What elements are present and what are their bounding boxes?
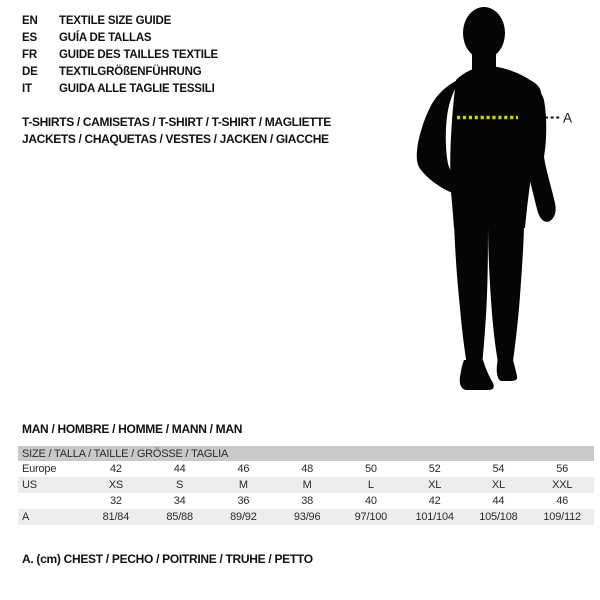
lang-row-en: [22, 13, 218, 30]
size-cell: 46: [237, 463, 250, 475]
section-title-man: MAN / HOMBRE / HOMME / MANN / MAN: [22, 422, 243, 436]
size-cell: S: [176, 479, 184, 491]
size-cell: 93/96: [293, 511, 321, 523]
size-cell: 32: [109, 495, 122, 507]
table-row-us: [18, 477, 594, 493]
size-cell: 89/92: [230, 511, 257, 523]
category-lines: [22, 114, 331, 148]
size-cell: 52: [428, 463, 441, 475]
lang-code: ES: [22, 32, 37, 44]
table-row-europe: [18, 461, 594, 477]
size-cell: 42: [428, 495, 441, 507]
size-cell: 40: [364, 495, 377, 507]
size-cell: 38: [301, 495, 314, 507]
size-cell: 54: [492, 463, 505, 475]
lang-code: EN: [22, 15, 38, 27]
category-line-jackets: JACKETS / CHAQUETAS / VESTES / JACKEN / GIACCHE: [22, 132, 329, 146]
size-cell: 42: [109, 463, 122, 475]
size-cell: XXL: [552, 479, 573, 491]
size-cell: 46: [556, 495, 569, 507]
size-cell: XS: [108, 479, 124, 491]
category-line-tshirts: T-SHIRTS / CAMISETAS / T-SHIRT / T-SHIRT / MAGLIETTE: [22, 115, 331, 129]
row-label: US: [22, 479, 37, 491]
lang-row-fr: [22, 47, 218, 64]
lang-label: GUIDE DES TAILLES TEXTILE: [59, 49, 218, 61]
lang-code: FR: [22, 49, 37, 61]
size-cell: M: [302, 479, 312, 491]
size-cell: 97/100: [354, 511, 388, 523]
lang-row-es: [22, 30, 218, 47]
size-cell: 50: [364, 463, 377, 475]
lang-row-de: [22, 64, 218, 81]
size-table-header-row: [18, 446, 594, 461]
man-silhouette: [417, 7, 556, 390]
size-cell: XL: [428, 479, 442, 491]
table-row-chest-a: [18, 509, 594, 525]
size-cell: 44: [173, 463, 186, 475]
size-cell: 101/104: [415, 511, 454, 523]
lang-row-it: [22, 81, 218, 98]
size-cell: 44: [492, 495, 505, 507]
footnote-chest: A. (cm) CHEST / PECHO / POITRINE / TRUHE / PETTO: [22, 552, 313, 566]
size-cell: 81/84: [102, 511, 130, 523]
size-cell: XL: [491, 479, 505, 491]
table-row-numeric: [18, 493, 594, 509]
row-label: [18, 493, 84, 509]
language-list: [22, 13, 218, 98]
row-label: Europe: [22, 463, 57, 475]
measure-label-a: A: [563, 110, 573, 126]
row-label: A: [22, 511, 30, 523]
lang-label: TEXTILE SIZE GUIDE: [59, 15, 172, 27]
figure-area: [400, 0, 585, 400]
size-cell: L: [367, 479, 374, 491]
size-cell: M: [238, 479, 248, 491]
lang-label: GUÍA DE TALLAS: [59, 32, 152, 44]
size-cell: 109/112: [543, 511, 581, 523]
lang-code: DE: [22, 66, 38, 78]
size-cell: 48: [301, 463, 314, 475]
size-table: [18, 446, 594, 525]
size-cell: 34: [173, 495, 186, 507]
size-cell: 56: [556, 463, 569, 475]
lang-code: IT: [22, 83, 32, 95]
lang-label: TEXTILGRÖßENFÜHRUNG: [59, 66, 202, 78]
size-cell: 36: [237, 495, 250, 507]
size-cell: 85/88: [166, 511, 193, 523]
lang-label: GUIDA ALLE TAGLIE TESSILI: [59, 83, 215, 95]
size-cell: 105/108: [479, 511, 518, 523]
size-table-header: SIZE / TALLA / TAILLE / GRÖSSE / TAGLIA: [18, 446, 594, 461]
